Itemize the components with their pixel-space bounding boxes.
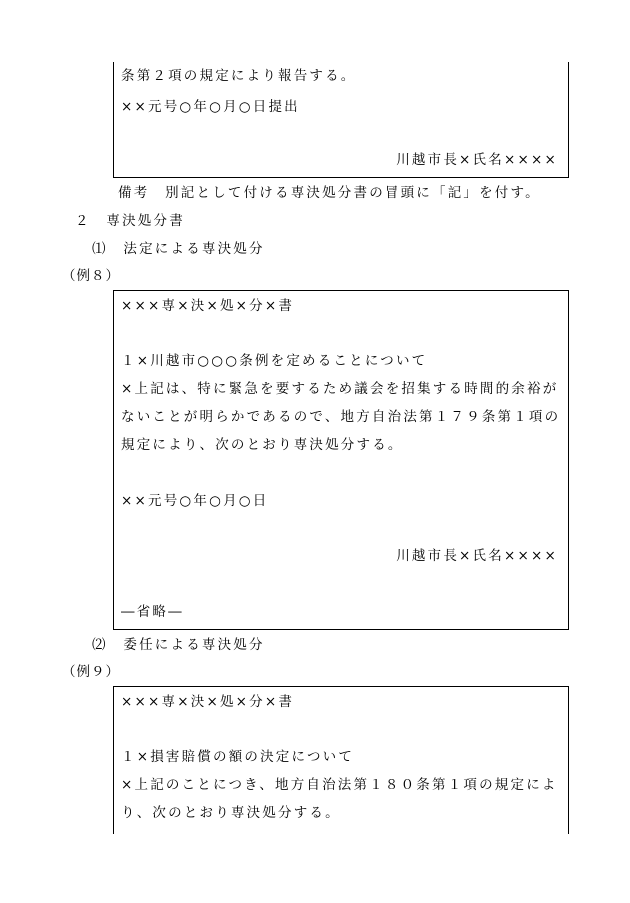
example-8-box — [113, 290, 569, 630]
example-8-body-2: ないことが明らかであるので、地方自治法第１７９条第１項の — [121, 409, 561, 425]
example-9-body-2: り、次のとおり専決処分する。 — [121, 805, 341, 821]
example-9-title: ×××専×決×処×分×書 — [121, 694, 295, 710]
note-text: 備考 別記として付ける専決処分書の冒頭に「記」を付す。 — [118, 185, 541, 201]
example-8-body-1: ×上記は、特に緊急を要するため議会を招集する時間的余裕が — [121, 381, 559, 397]
subsection-heading-2: ⑵ 委任による専決処分 — [92, 637, 265, 653]
report-signature: 川越市長×氏名×××× — [396, 152, 558, 168]
example-8-title: ×××専×決×処×分×書 — [121, 298, 295, 314]
example-label-9: （例９） — [62, 664, 120, 680]
example-9-body-1: ×上記のことにつき、地方自治法第１８０条第１項の規定によ — [121, 777, 558, 793]
example-8-date: ××元号○年○月○日 — [121, 493, 269, 509]
report-text-line: 条第２項の規定により報告する。 — [121, 68, 357, 84]
example-8-body-3: 規定により、次のとおり専決処分する。 — [121, 437, 404, 453]
example-8-signature: 川越市長×氏名×××× — [396, 548, 558, 564]
subsection-heading-1: ⑴ 法定による専決処分 — [92, 241, 265, 257]
example-9-item: １×損害賠償の額の決定について — [121, 749, 355, 765]
example-8-omitted: ―省略― — [121, 604, 184, 620]
section-heading: ２ 専決処分書 — [75, 213, 185, 229]
example-8-item: １×川越市○○○条例を定めることについて — [121, 353, 428, 369]
report-date: ××元号○年○月○日提出 — [121, 99, 300, 115]
example-label-8: （例８） — [62, 268, 120, 284]
